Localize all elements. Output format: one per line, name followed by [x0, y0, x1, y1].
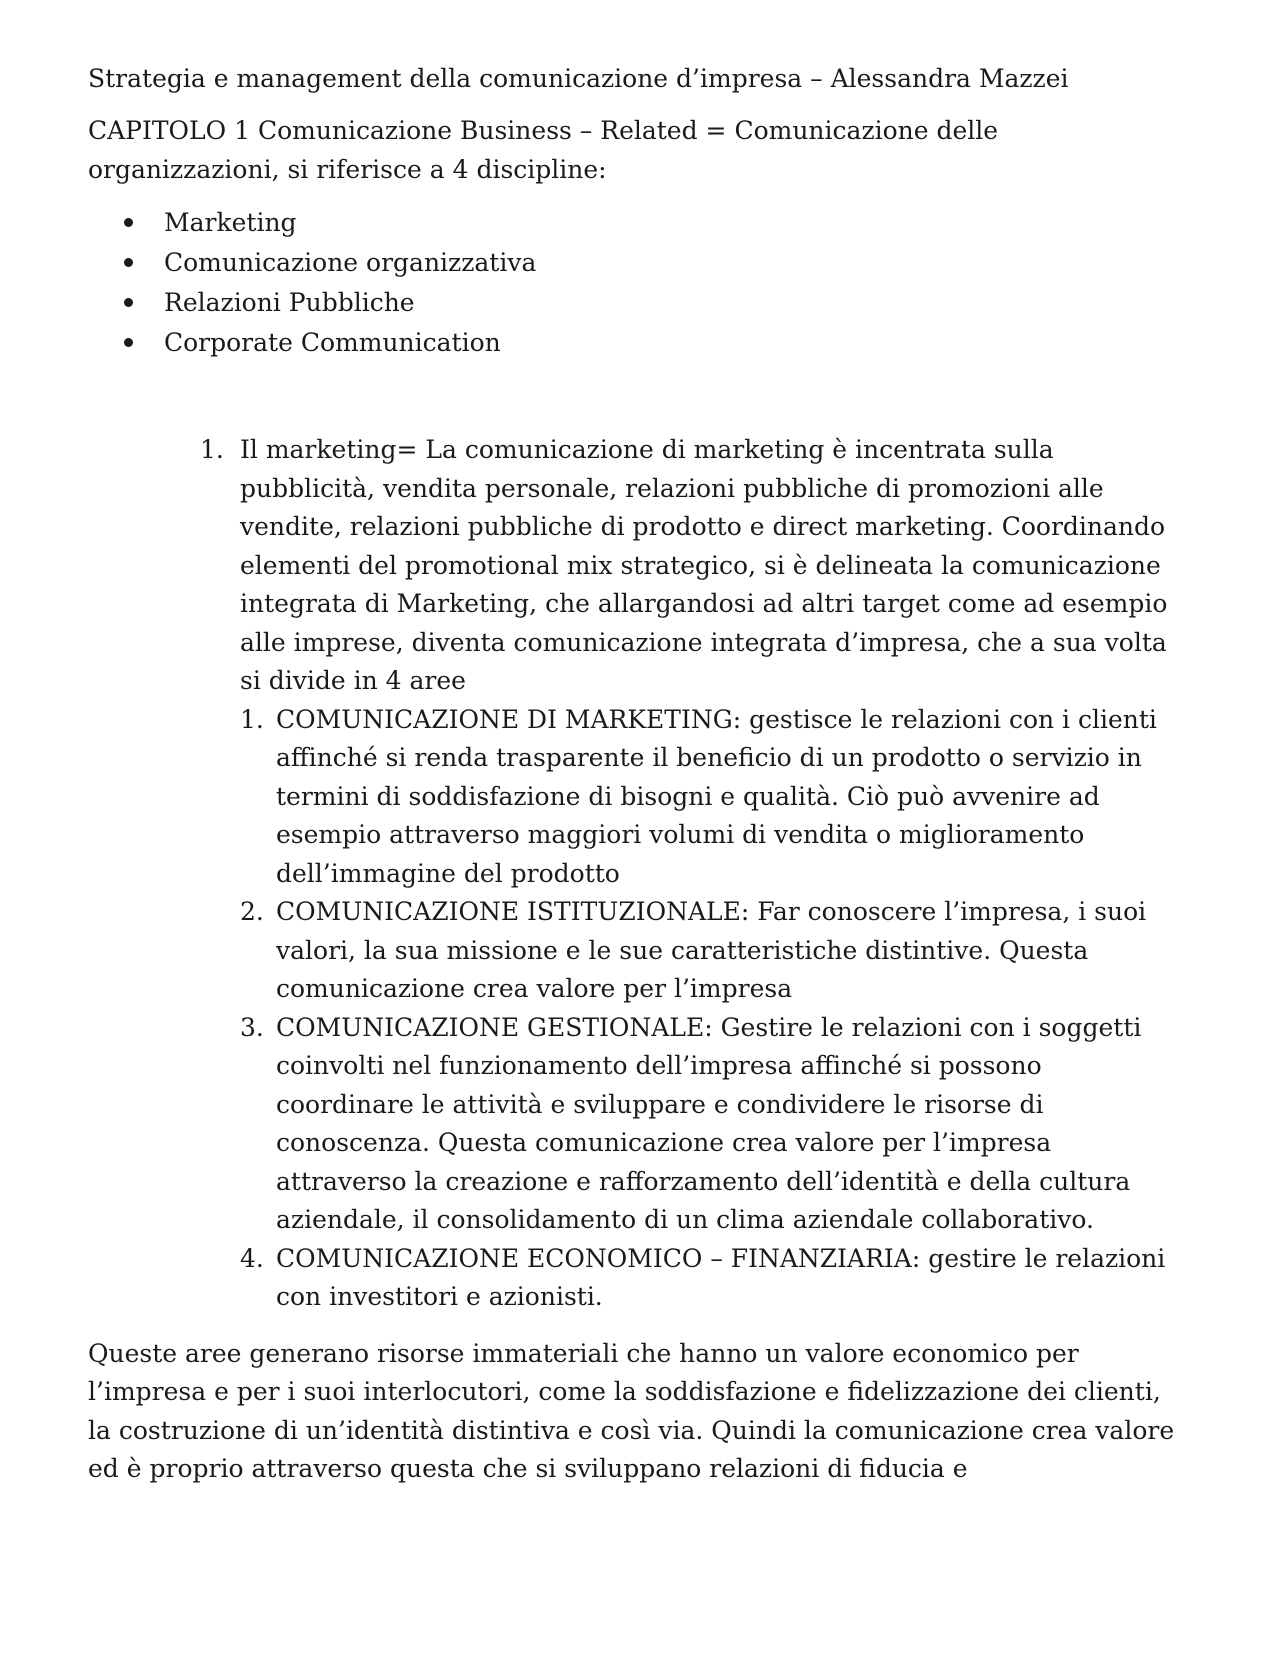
- areas-list: [240, 701, 1180, 1317]
- area-text: COMUNICAZIONE ECONOMICO – FINANZIARIA: gestire le relazioni con investitori e azionisti.: [276, 1243, 1166, 1311]
- list-number: 3.: [240, 1012, 264, 1042]
- area-text: COMUNICAZIONE GESTIONALE: Gestire le relazioni con i soggetti coinvolti nel funzionamento dell’impresa affinché si possono coordinare le attività e sviluppare e condividere le risorse di conoscenza. Questa comunicazione crea valore per l’impresa attraverso la creazione e rafforzamento dell’identità e della cultura aziendale, il consolidamento di un clima aziendale collaborativo.: [276, 1012, 1142, 1234]
- area-item-economico-finanziaria: [240, 1240, 1180, 1317]
- bullet-icon: [124, 298, 133, 307]
- list-number: 1.: [240, 704, 264, 734]
- chapter-intro: CAPITOLO 1 Comunicazione Business – Related = Comunicazione delle organizzazioni, si riferisce a 4 discipline:: [88, 116, 999, 184]
- area-text: COMUNICAZIONE DI MARKETING: gestisce le relazioni con i clienti affinché si renda trasparente il beneficio di un prodotto o servizio in termini di soddisfazione di bisogni e qualità. Ciò può avvenire ad esempio attraverso maggiori volumi di vendita o miglioramento dell’immagine del prodotto: [276, 704, 1157, 888]
- disciplines-list: [88, 203, 1180, 363]
- list-item: Comunicazione organizzativa: [124, 243, 1180, 283]
- list-item: Marketing: [124, 203, 1180, 243]
- numbered-section-marketing: [88, 431, 1180, 1317]
- area-item-gestionale: [240, 1009, 1180, 1240]
- closing-paragraph: Queste aree generano risorse immateriali che hanno un valore economico per l’impresa e per i suoi interlocutori, come la soddisfazione e fidelizzazione dei clienti, la costruzione di un’identità distintiva e così via. Quindi la comunicazione crea valore ed è proprio attraverso questa che si sviluppano relazioni di fiducia e: [88, 1338, 1175, 1483]
- list-number: 1.: [200, 435, 224, 464]
- list-number: 2.: [240, 897, 264, 926]
- bullet-icon: [124, 258, 133, 267]
- list-number: 4.: [240, 1243, 264, 1273]
- bullet-icon: [124, 338, 133, 347]
- area-item-istituzionale: [240, 893, 1180, 1009]
- bullet-icon: [124, 218, 133, 227]
- list-item: Corporate Communication: [124, 323, 1180, 363]
- area-text: COMUNICAZIONE ISTITUZIONALE: Far conoscere l’impresa, i suoi valori, la sua missione e le sue caratteristiche distintive. Questa comunicazione crea valore per l’impresa: [276, 897, 1147, 1003]
- area-item-marketing: [240, 701, 1180, 894]
- list-item: Relazioni Pubbliche: [124, 283, 1180, 323]
- document-title: Strategia e management della comunicazione d’impresa – Alessandra Mazzei: [88, 64, 1069, 93]
- spacer: [88, 363, 1180, 431]
- section-text: Il marketing= La comunicazione di marketing è incentrata sulla pubblicità, vendita personale, relazioni pubbliche di promozioni alle vendite, relazioni pubbliche di prodotto e direct marketing. Coordinando elementi del promotional mix strategico, si è delineata la comunicazione integrata di Marketing, che allargandosi ad altri target come ad esempio alle imprese, diventa comunicazione integrata d’impresa, che a sua volta si divide in 4 aree: [240, 435, 1168, 695]
